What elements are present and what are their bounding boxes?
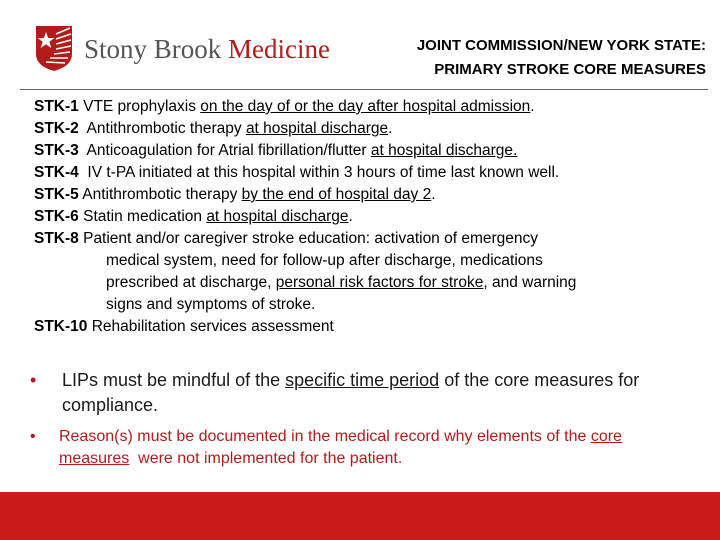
measure-stk-2 (34, 118, 704, 140)
footer-bar (0, 492, 720, 540)
bullet-lips-mindful (30, 368, 690, 418)
title-line-2: PRIMARY STROKE CORE MEASURES (434, 61, 706, 78)
measure-text-continued: medical system, need for follow-up after discharge, medications (106, 252, 543, 269)
bullet-text-pre: Reason(s) must be documented in the medical record why elements of the (59, 428, 591, 445)
measure-code: STK-1 (34, 98, 79, 115)
logo-wordmark (84, 34, 330, 65)
measure-stk-6 (34, 206, 704, 228)
measure-text: Anticoagulation for Atrial fibrillation/flutter (78, 142, 371, 159)
measure-stk-4 (34, 162, 704, 184)
measure-code: STK-2 (34, 120, 79, 137)
measure-stk-8 (34, 228, 704, 316)
measure-suffix: . (348, 208, 353, 225)
measure-text-continued: signs and symptoms of stroke. (106, 296, 316, 313)
measure-underlined: at hospital discharge (206, 208, 349, 225)
measure-underlined: on the day of or the day after hospital admission (200, 98, 531, 115)
measure-text-continued (34, 272, 704, 294)
measure-stk-3 (34, 140, 704, 162)
measure-text: IV t-PA initiated at this hospital within 3 hours of time last known well. (78, 164, 560, 181)
measure-text: Antithrombotic therapy (78, 120, 246, 137)
logo-text-accent: Medicine (228, 34, 330, 64)
measure-code: STK-4 (34, 164, 79, 181)
measure-text: Patient and/or caregiver stroke education: activation of emergency (78, 230, 539, 247)
bullet-text-pre: LIPs must be mindful of the (62, 370, 286, 390)
measure-stk-5 (34, 184, 704, 206)
measure-text: VTE prophylaxis (78, 98, 201, 115)
page-title (417, 34, 706, 82)
measure-code: STK-5 (34, 186, 79, 203)
bullet-dot: • (30, 428, 36, 445)
measure-code: STK-10 (34, 318, 88, 335)
measure-code: STK-3 (34, 142, 79, 159)
measure-text: Rehabilitation services assessment (87, 318, 334, 335)
bullet-text-post: were not implemented for the patient. (129, 450, 403, 467)
measures-list (34, 96, 704, 338)
logo-text-main: Stony Brook (84, 34, 222, 64)
measure-code: STK-8 (34, 230, 79, 247)
measure-suffix: . (388, 120, 393, 137)
measure-suffix: , and warning (483, 274, 577, 291)
bullet-underlined: specific time period (285, 370, 440, 390)
star-shield-icon (34, 24, 74, 72)
bullet-reasons-documented (30, 426, 690, 470)
measure-text: prescribed at discharge, (106, 274, 276, 291)
measure-underlined: at hospital discharge. (370, 142, 518, 159)
bullet-underlined: core measures (59, 428, 622, 467)
measure-text: Statin medication (78, 208, 207, 225)
header-divider (20, 89, 708, 90)
bullet-text (30, 426, 690, 470)
bullet-dot: • (30, 370, 37, 390)
measure-stk-1 (34, 96, 704, 118)
measure-underlined: at hospital discharge (245, 120, 389, 137)
measure-text: Antithrombotic therapy (78, 186, 242, 203)
bullet-text (30, 368, 690, 418)
measure-underlined: personal risk factors for stroke (275, 274, 484, 291)
title-line-1: JOINT COMMISSION/NEW YORK STATE: (416, 37, 706, 54)
measure-suffix: . (431, 186, 436, 203)
measure-underlined: by the end of hospital day 2 (241, 186, 432, 203)
measure-code: STK-6 (34, 208, 79, 225)
bullet-text-post: of the core measures for compliance. (62, 370, 640, 415)
measure-suffix: . (530, 98, 535, 115)
measure-stk-10 (34, 316, 704, 338)
stony-brook-medicine-logo (34, 24, 330, 74)
